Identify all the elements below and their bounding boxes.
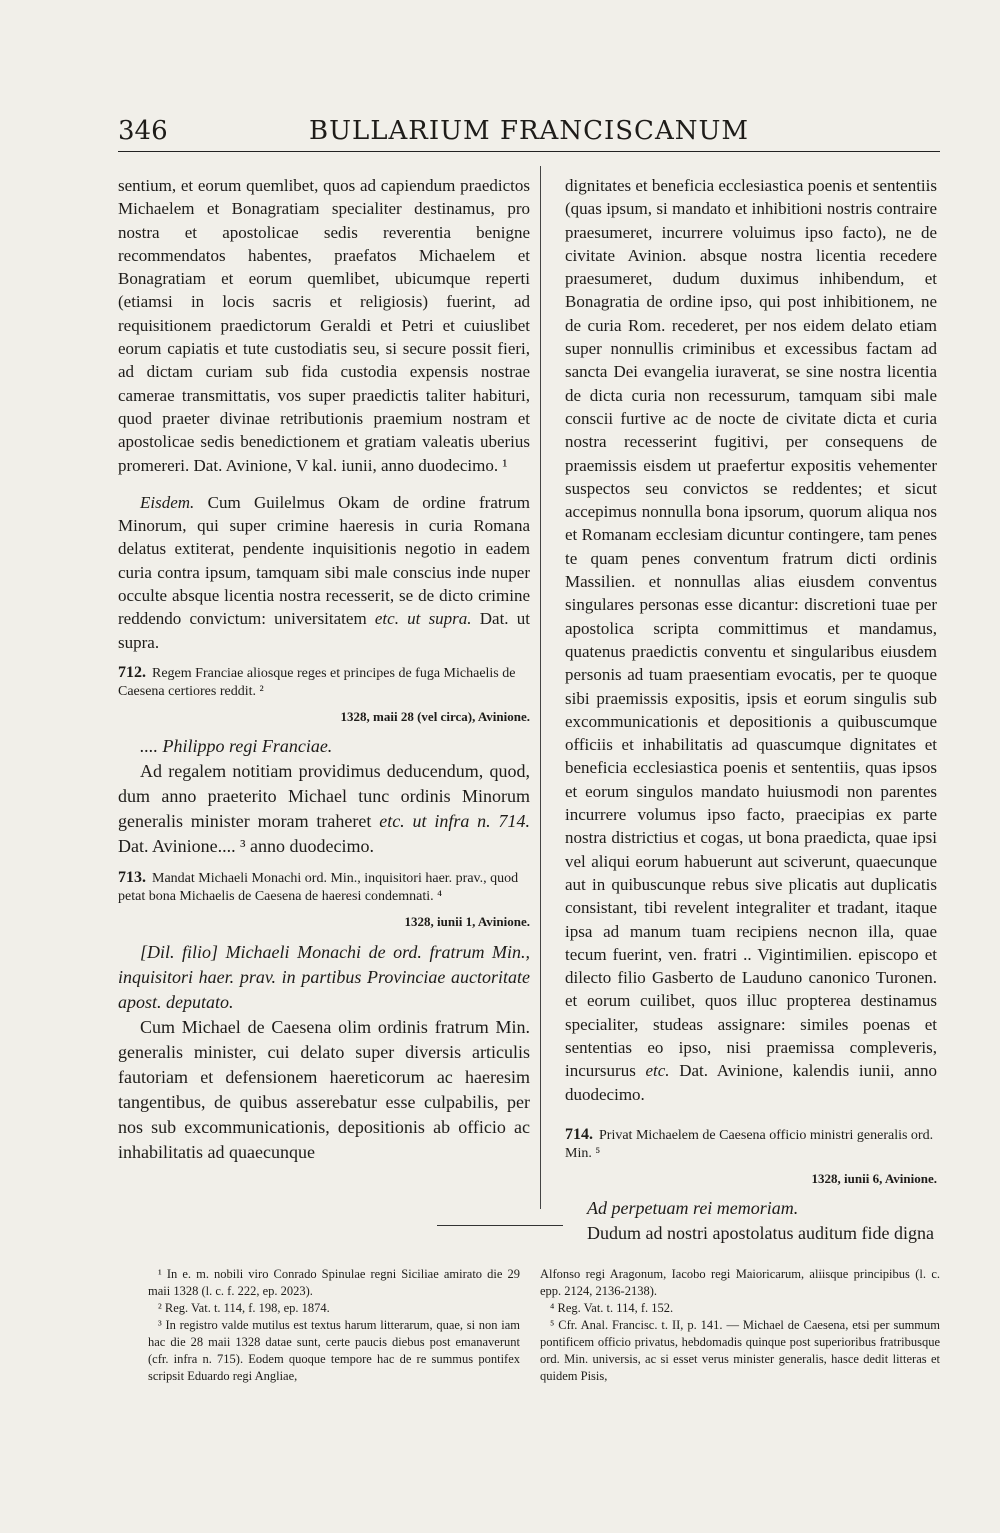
paragraph: Cum Michael de Caesena olim ordinis fratrum Min. generalis minister, cui delato super diversis articulis fautoriam et defensionem haereticorum ac haeresim tangentibus, de quibus asserebatur esse culpabilis, per nos sub excommunicationis, depositionis ab officio ac inhabilitatis ad quaecunque [118,1016,530,1162]
entry-714-address: Ad perpetuam rei memoriam. [587,1198,799,1219]
paragraph: dignitates et beneficia ecclesiastica poenis et sententiis (quas ipsum, si mandato et inhibitioni nostris contraire praesumeret, incurrere voluimus ipso facto), ne de civitate Avinion. absque nostra licentia recedere praesumeret, dudum duximus inhibendum, et Bonagratia de ordine ipso, qui post inhibitionem, ne de curia Rom. recederet, per nos eidem delato etiam super nonnullis criminibus et excessibus factam ad sancta Dei evangelia iuraverat, se sine nostra licentia de dicta curia non recessurum, tamquam sibi male conscii furtive ac de nocte de civitate dicta et curia nostra recesserint fugitivi, per consequens de praemissis eisdem ut praefertur expositis vehementer suspectos seu convictos se reddentes; et sicut accepimus nonnulla bona ipsorum, quorum aliqua nos et Romanam ecclesiam dicuntur contingere, tam penes te quam penes conventum fratrum dicti ordinis Massilien. et nonnullas alias eiusdem conventus singulares personas esse dicantur: discretioni tuae per apostolica scripta committimus et mandamus, quatenus praedictis conventu et singularibus eiusdem personis ad tuam praesentiam evocatis, per te quoque sibi praemissis expositis, ipsis et eorum singulis sub excommunicationis et depositionis a quibuscumque officiis et inhabilitatis ad quascumque dignitates et beneficia ecclesiastica poenis et sententiis, quas ipsos et eorum singulos mandato huiusmodi non parentes incurrere volumus ipso facto, praecipias ex parte nostra districtius et cogas, ut bona praedicta, quae ipsi vel aliqui eorum habuerunt aut sciverunt, quaecunque aut in quibuscunque rebus sive plicatis aut duplicatis consistant, tibi revelent integraliter et tradant, itaque ipsa ad manum tuam recipiens necnon illa, quae tecum fuerint, ven. fratri .. Vigintimilien. episcopo et dilecto filio Gasberto de Lauduno canonico Turonen. et eorum cuilibet, quos illuc propterea destinamus specialiter, studeas assignare: similes poenas et sententias eo ipso, nisi praemissa compleveris, incursurus etc. Dat. Avinione, kalendis iunii, anno duodecimo. [565,176,937,1104]
entry-712-summary: 712. Regem Franciae aliosque reges et principes de fuga Michaelis de Caesena certiores reddit. ² [118,663,516,699]
footnote-continuation: Alfonso regi Aragonum, Iacobo regi Maioricarum, aliisque principibus (l. c. epp. 2124, 2136-2138). [540,1267,940,1298]
left-column [118,174,530,1165]
entry-713-dateline: 1328, iunii 1, Avinione. [404,914,530,930]
entry-number: 713. [118,869,146,887]
page-header [118,112,940,152]
column-divider [540,166,541,1209]
footnote: ⁵ Cfr. Anal. Francisc. t. II, p. 141. — Michael de Caesena, etsi per summum pontificem officio privatus, hebdomadis quinque post superioribus fratribusque ord. Min. universis, ac si esset verus minister generalis, hasce dedit litteras et quidem Pisis, [540,1318,940,1383]
footnote: ⁴ Reg. Vat. t. 114, f. 152. [550,1301,674,1315]
entry-number: 714. [565,1125,593,1143]
header-rule [118,151,940,152]
running-title: BULLARIUM FRANCISCANUM [308,116,750,146]
footnote: ¹ In e. m. nobili viro Conrado Spinulae regni Siciliae amirato die 29 maii 1328 (l. c. f. 222, ep. 2023). [148,1267,520,1298]
entry-713-summary: 713. Mandat Michaeli Monachi ord. Min., inquisitori haer. prav., quod petat bona Michaelis de Caesena de haeresi condemnati. ⁴ [118,869,519,905]
entry-712-address: .... Philippo regi Franciae. [140,736,333,757]
entry-714-dateline: 1328, iunii 6, Avinione. [811,1170,937,1186]
footnote: ³ In registro valde mutilus est textus harum litterarum, quae, si non iam hac die 28 maii 1328 datae sunt, certe paucis diebus post emanaverunt (cfr. infra n. 715). Eodem quoque tempore hac de re summus pontifex scripsit Eduardo regi Angliae, [148,1318,520,1383]
footnotes-left [148,1266,520,1385]
entry-number: 712. [118,663,146,681]
paragraph: Dudum ad nostri apostolatus auditum fide digna [587,1223,934,1244]
entry-713-address: [Dil. filio] Michaeli Monachi de ord. fratrum Min., inquisitori haer. prav. in partibus Provinciae auctoritate apost. deputato. [118,941,530,1012]
entry-712-dateline: 1328, maii 28 (vel circa), Avinione. [340,708,530,724]
footnote-rule [437,1225,563,1226]
footnote: ² Reg. Vat. t. 114, f. 198, ep. 1874. [158,1301,330,1315]
paragraph-lead: Eisdem. [140,492,195,512]
paragraph: Ad regalem notitiam providimus deducendum, quod, dum anno praeterito Michael tunc ordinis Minorum generalis minister moram traheret etc. ut infra n. 714. Dat. Avinione.... ³ anno duodecimo. [118,761,530,857]
paragraph: Eisdem. Cum Guilelmus Okam de ordine fratrum Minorum, qui super crimine haeresis in curia Romana delatus extiterat, pendente inquisitionis negotio in eadem curia contra ipsum, tamquam sibi male conscius inde nuper occulte absque licentia nostra recesserit, se de dicto crimine reddendo convictum: universitatem etc. ut supra. Dat. ut supra. [118,492,530,652]
footnotes-right [540,1266,940,1385]
entry-714-summary: 714. Privat Michaelem de Caesena officio ministri generalis ord. Min. ⁵ [565,1125,934,1161]
paragraph: sentium, et eorum quemlibet, quos ad capiendum praedictos Michaelem et Bonagratiam specialiter destinamus, pro nostra et apostolicae sedis reverentia benigne recommendatos habentes, praefatos Michaelem et Bonagratiam et eorum quemlibet, ubicumque reperti (etiamsi in locis sacris et religiosis) fuerint, ad requisitionem praedictorum Geraldi et Petri et cuiuslibet eorum capiatis et tute custodiatis seu, si secure possit fieri, ad dictam curiam sub fida custodia expensis nostrae camerae transmittatis, vos super praedictis taliter habituri, quod praeter divinae retributionis praemium nostram et apostolicae sedis benedictionem et gratiam valeatis uberius promereri. Dat. Avinione, V kal. iunii, anno duodecimo. ¹ [118,176,530,475]
page-number: 346 [118,116,168,146]
right-column [565,174,937,1246]
